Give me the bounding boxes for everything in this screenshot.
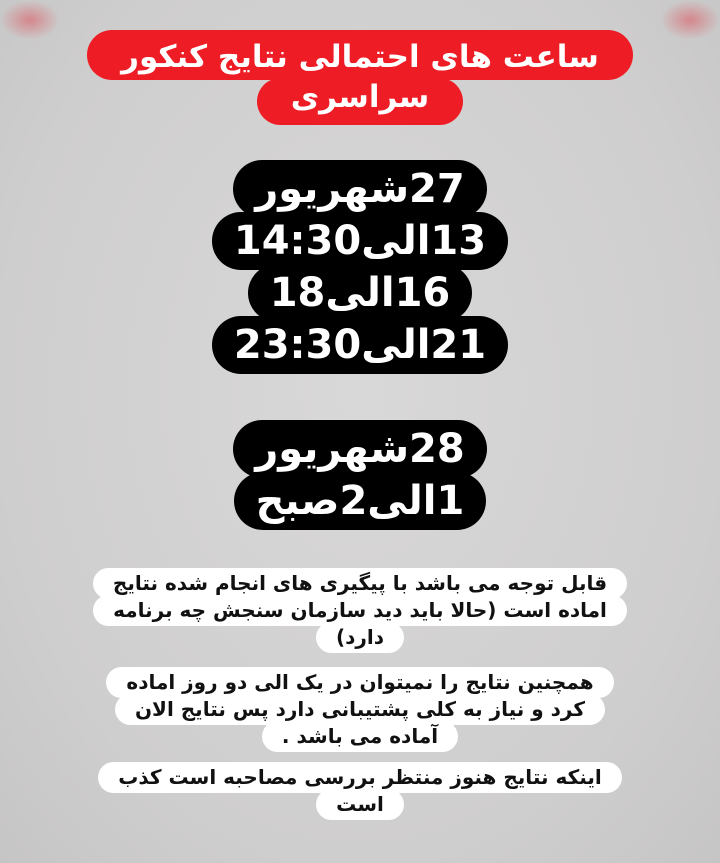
day-1-slot-3: 21الی23:30 [212, 316, 508, 374]
schedule-day-1 [0, 160, 720, 374]
note-1-line-3: دارد) [316, 622, 404, 653]
note-2-line-3: آماده می باشد . [262, 721, 458, 752]
note-1-line-1: قابل توجه می باشد با پیگیری های انجام شده نتایج [93, 568, 627, 599]
note-2-line-1: همچنین نتایج را نمیتوان در یک الی دو روز اماده [106, 667, 613, 698]
note-1 [0, 568, 720, 653]
title-line-1: ساعت های احتمالی نتایج کنکور [87, 30, 633, 80]
day-2-slot-1: 1الی2صبح [234, 472, 487, 530]
schedule-day-2 [0, 420, 720, 530]
day-1-slot-2: 16الی18 [248, 264, 473, 322]
note-3-line-1: اینکه نتایج هنوز منتظر بررسی مصاحبه است کذب [98, 762, 622, 793]
note-2 [0, 667, 720, 752]
title-line-2: سراسری [257, 78, 464, 126]
day-1-slot-1: 13الی14:30 [212, 212, 508, 270]
note-3-line-2: است [316, 789, 404, 820]
note-1-line-2: اماده است (حالا باید دید سازمان سنجش چه برنامه [93, 595, 627, 626]
title-block [0, 30, 720, 125]
note-2-line-2: کرد و نیاز به کلی پشتیبانی دارد پس نتایج الان [115, 694, 605, 725]
day-1-date: 27شهریور [233, 160, 486, 218]
day-2-date: 28شهریور [233, 420, 486, 478]
note-3 [0, 762, 720, 820]
